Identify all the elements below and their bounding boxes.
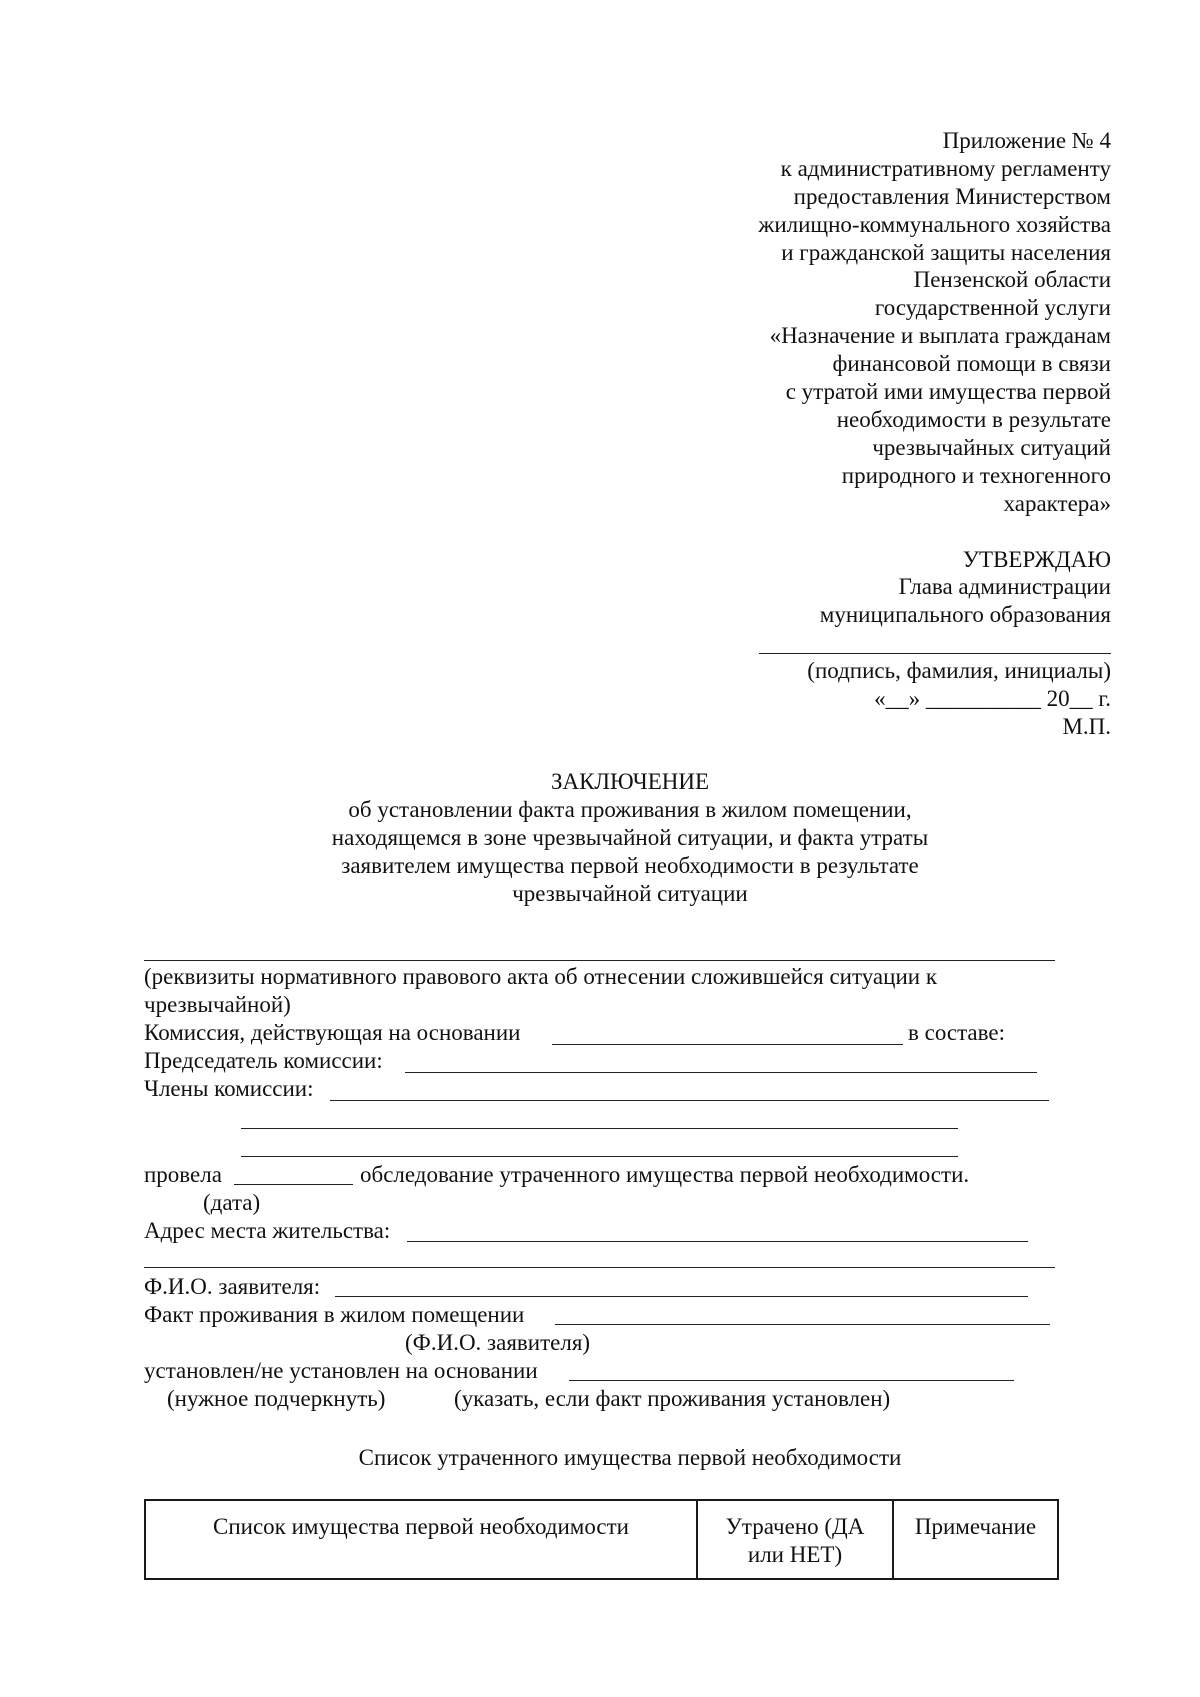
address-field[interactable]: [144, 1267, 1055, 1268]
requisites-line[interactable]: [144, 960, 1055, 961]
annex-line: предоставления Министерством: [793, 184, 1111, 209]
annex-line: «Назначение и выплата гражданам: [769, 323, 1111, 348]
members-field[interactable]: [241, 1156, 958, 1157]
residence-field[interactable]: [555, 1324, 1050, 1325]
annex-line: с утратой ими имущества первой: [785, 379, 1111, 404]
members-label: Члены комиссии:: [144, 1076, 314, 1101]
approve-position: Глава администрации: [898, 574, 1111, 599]
annex-line: к административному регламенту: [780, 156, 1111, 181]
annex-line: и гражданской защиты населения: [781, 240, 1111, 265]
document-subtitle-line: чрезвычайной ситуации: [512, 881, 748, 906]
members-field[interactable]: [241, 1128, 958, 1129]
address-field[interactable]: [407, 1241, 1028, 1242]
annex-line: природного и техногенного: [841, 463, 1111, 488]
approve-organization: муниципального образования: [819, 602, 1111, 627]
composition-label: в составе:: [908, 1020, 1005, 1045]
signature-line[interactable]: [759, 653, 1111, 654]
address-label: Адрес места жительства:: [144, 1218, 391, 1243]
survey-date-field[interactable]: [234, 1184, 353, 1185]
established-label: установлен/не установлен на основании: [144, 1358, 538, 1383]
annex-line: характера»: [1003, 491, 1111, 516]
indicate-caption: (указать, если факт проживания установлен): [454, 1386, 891, 1411]
conducted-label: провела: [144, 1162, 222, 1187]
annex-line: государственной услуги: [874, 295, 1111, 320]
property-table: [144, 1499, 1059, 1580]
table-header-lost: Утрачено (ДА или НЕТ): [697, 1500, 893, 1579]
approval-date: «__» __________ 20__ г.: [874, 686, 1111, 711]
annex-line: Приложение № 4: [942, 128, 1111, 153]
table-header-items: Список имущества первой необходимости: [145, 1500, 697, 1579]
members-field[interactable]: [330, 1100, 1049, 1101]
annex-line: чрезвычайных ситуаций: [872, 435, 1111, 460]
stamp-label: М.П.: [1062, 714, 1111, 739]
annex-line: Пензенской области: [913, 267, 1111, 292]
applicant-field[interactable]: [335, 1296, 1028, 1297]
applicant-caption: (Ф.И.О. заявителя): [405, 1330, 591, 1355]
annex-line: необходимости в результате: [836, 407, 1111, 432]
chair-label: Председатель комиссии:: [144, 1048, 383, 1073]
established-basis-field[interactable]: [569, 1380, 1014, 1381]
date-caption: (дата): [203, 1190, 261, 1215]
document-subtitle-line: об установлении факта проживания в жилом помещении,: [348, 797, 912, 822]
requisites-caption: (реквизиты нормативного правового акта об отнесении сложившейся ситуации к: [144, 964, 937, 989]
document-subtitle-line: заявителем имущества первой необходимости в результате: [341, 853, 919, 878]
commission-label: Комиссия, действующая на основании: [144, 1020, 521, 1045]
approve-word: УТВЕРЖДАЮ: [962, 547, 1111, 572]
commission-basis-field[interactable]: [552, 1044, 903, 1045]
requisites-caption: чрезвычайной): [144, 992, 291, 1017]
list-title: Список утраченного имущества первой необходимости: [358, 1445, 902, 1470]
underline-caption: (нужное подчеркнуть): [167, 1386, 386, 1411]
document-title: ЗАКЛЮЧЕНИЕ: [550, 769, 710, 794]
document-subtitle-line: находящемся в зоне чрезвычайной ситуации, и факта утраты: [331, 825, 929, 850]
applicant-label: Ф.И.О. заявителя:: [144, 1274, 321, 1299]
table-header-row: [145, 1500, 1058, 1579]
residence-label: Факт проживания в жилом помещении: [144, 1302, 525, 1327]
chair-field[interactable]: [405, 1072, 1037, 1073]
table-header-note: Примечание: [893, 1500, 1058, 1579]
signature-caption: (подпись, фамилия, инициалы): [807, 658, 1111, 683]
survey-text: обследование утраченного имущества первой необходимости.: [360, 1162, 970, 1187]
annex-line: финансовой помощи в связи: [832, 351, 1111, 376]
annex-line: жилищно-коммунального хозяйства: [758, 212, 1111, 237]
